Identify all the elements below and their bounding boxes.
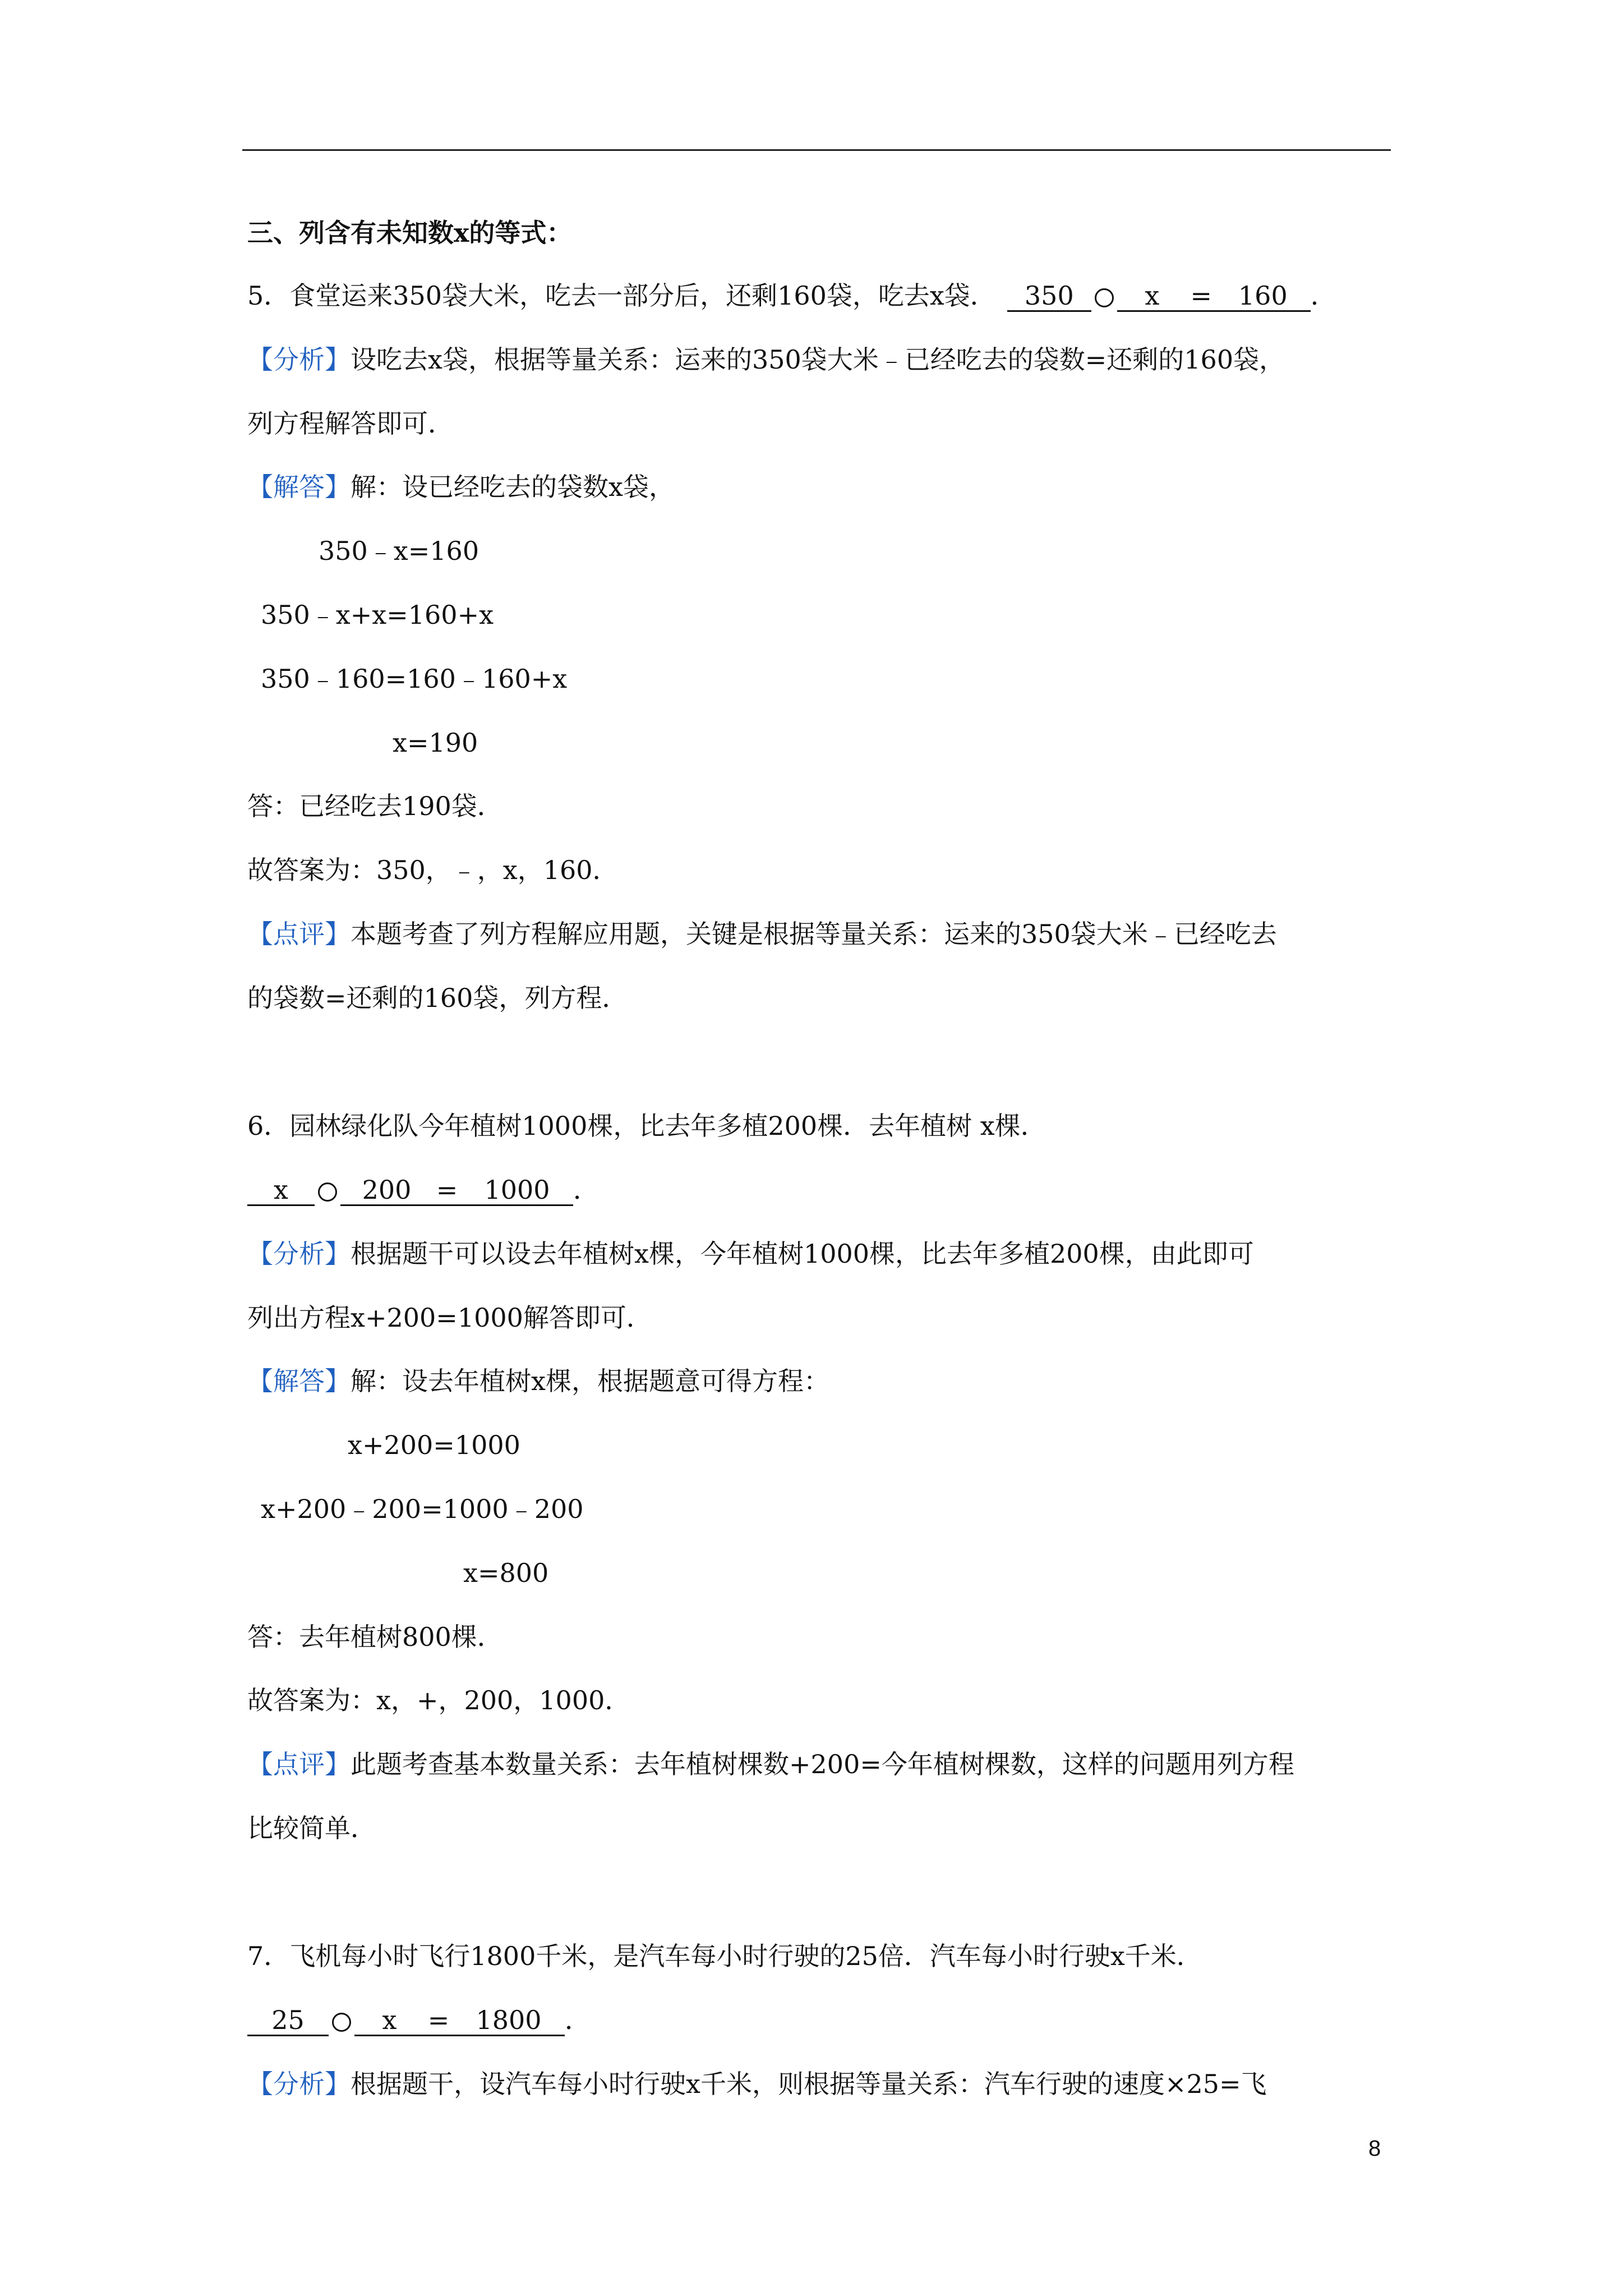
equals-blank: =: [425, 2005, 453, 2036]
analysis-text-cont: 列出方程x+200=1000解答即可．: [247, 1303, 652, 1333]
analysis-tag: 【分析】: [247, 344, 351, 375]
problem-6-question: 6．园林绿化队今年植树1000棵，比去年多植200棵．去年植树 x棵．: [247, 1111, 1046, 1141]
end-mark: ．: [573, 1175, 599, 1205]
analysis-tag: 【分析】: [247, 1239, 351, 1269]
equation-step: x=800: [463, 1558, 549, 1588]
analysis-text: 设吃去x袋，根据等量关系：运来的350袋大米﹣已经吃去的袋数=还剩的160袋，: [351, 344, 1285, 375]
operator-circle: [332, 2013, 351, 2032]
answer-blank: x: [354, 2005, 425, 2036]
answer-line: 答：去年植树800棵．: [247, 1622, 503, 1652]
section-heading: 三、列含有未知数x的等式：: [247, 218, 573, 248]
equation-step: x=190: [393, 728, 478, 758]
comment-line: [247, 1747, 1294, 1781]
solution-intro: 解：设去年植树x棵，根据题意可得方程：: [351, 1366, 829, 1396]
page-number: 8: [1368, 2136, 1381, 2161]
analysis-line: [247, 2067, 1267, 2101]
end-mark: ．: [565, 2005, 591, 2035]
comment-tag: 【点评】: [247, 919, 351, 949]
problem-5-question: [247, 279, 1336, 312]
problem-6-answer-row: [247, 1173, 599, 1207]
answer-blank: 1800: [453, 2005, 565, 2036]
answer-blank: 160: [1215, 281, 1311, 312]
comment-text: 此题考查基本数量关系：去年植树棵数+200=今年植树棵数，这样的问题用列方程: [351, 1749, 1294, 1779]
answer-blank: 1000: [461, 1175, 573, 1206]
equation-step: 350﹣x+x=160+x: [261, 600, 494, 630]
analysis-text: 根据题干，设汽车每小时行驶x千米，则根据等量关系：汽车行驶的速度×25=飞: [351, 2069, 1267, 2099]
solution-tag: 【解答】: [247, 1366, 351, 1396]
solution-line: [247, 470, 675, 504]
header-rule: [242, 149, 1391, 151]
equation-step: 350﹣160=160﹣160+x: [261, 664, 568, 694]
solution-tag: 【解答】: [247, 472, 351, 502]
analysis-line: [247, 343, 1285, 376]
answer-blank: 200: [340, 1175, 433, 1206]
equation-step: x+200=1000: [348, 1430, 520, 1460]
solution-line: [247, 1364, 829, 1398]
answer-line: 答：已经吃去190袋．: [247, 791, 503, 821]
equals-blank: =: [433, 1175, 461, 1206]
comment-text: 本题考查了列方程解应用题，关键是根据等量关系：运来的350袋大米﹣已经吃去: [351, 919, 1277, 949]
answer-blank: 25: [247, 2005, 329, 2036]
analysis-line: [247, 1237, 1254, 1271]
final-answer-line: 故答案为：350，﹣，x，160．: [247, 855, 619, 885]
final-answer-line: 故答案为：x，+，200，1000．: [247, 1685, 631, 1715]
solution-intro: 解：设已经吃去的袋数x袋，: [351, 472, 675, 502]
answer-blank: x: [1117, 281, 1187, 312]
equals-blank: =: [1187, 281, 1215, 312]
answer-blank: x: [247, 1175, 315, 1206]
comment-text-cont: 比较简单．: [247, 1813, 376, 1843]
comment-text-cont: 的袋数=还剩的160袋，列方程．: [247, 983, 628, 1013]
comment-tag: 【点评】: [247, 1749, 351, 1779]
problem-5-text: 5．食堂运来350袋大米，吃去一部分后，还剩160袋，吃去x袋．: [247, 280, 996, 311]
analysis-text-cont: 列方程解答即可．: [247, 408, 454, 439]
equation-step: 350﹣x=160: [319, 536, 479, 566]
end-mark: ．: [1310, 280, 1336, 311]
analysis-tag: 【分析】: [247, 2069, 351, 2099]
operator-circle: [318, 1182, 337, 1202]
equation-step: x+200﹣200=1000﹣200: [261, 1494, 584, 1524]
answer-blank: 350: [1007, 281, 1091, 312]
operator-circle: [1095, 288, 1114, 307]
analysis-text: 根据题干可以设去年植树x棵，今年植树1000棵，比去年多植200棵，由此即可: [351, 1239, 1254, 1269]
problem-7-question: 7．飞机每小时飞行1800千米，是汽车每小时行驶的25倍．汽车每小时行驶x千米．: [247, 1941, 1202, 1971]
problem-7-answer-row: [247, 2003, 591, 2037]
comment-line: [247, 917, 1277, 951]
